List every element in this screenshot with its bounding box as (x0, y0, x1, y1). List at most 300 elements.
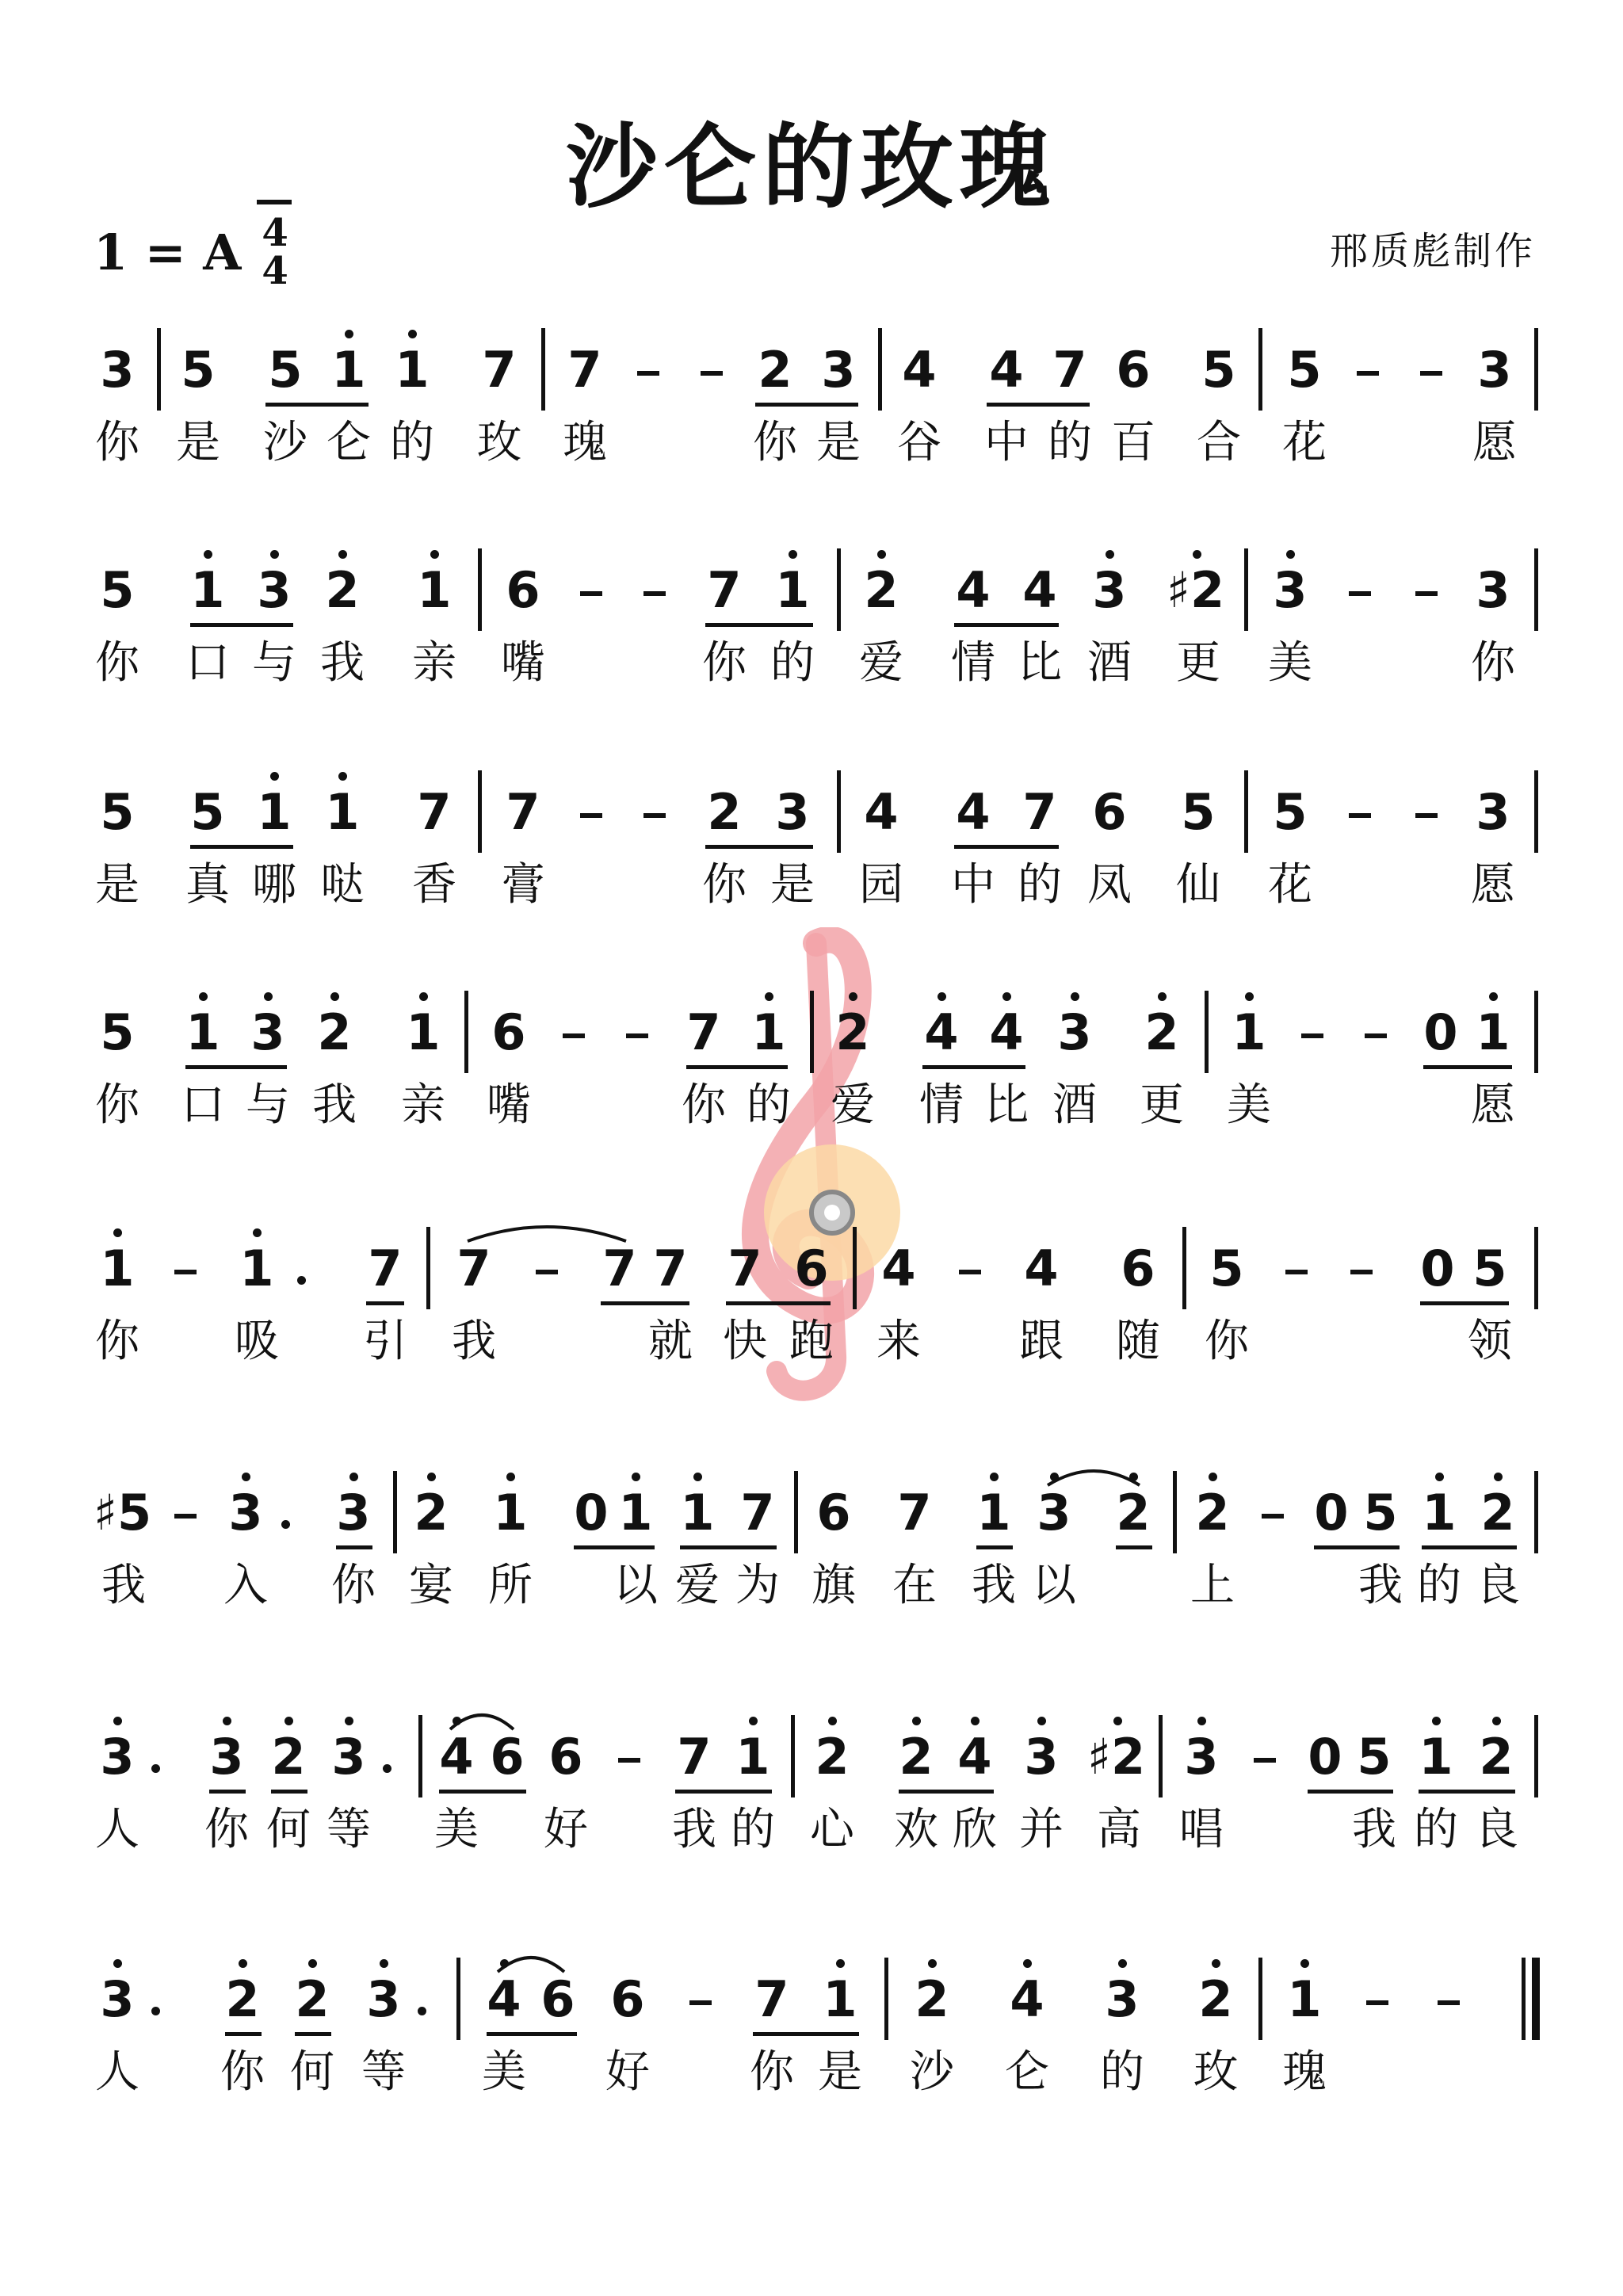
eighth-underline (574, 1545, 655, 1549)
note: 6 (610, 1970, 645, 2028)
note: 1 (487, 1485, 534, 1541)
high-octave-dot (253, 1228, 262, 1237)
eighth-underline (753, 2032, 859, 2036)
lyric-syllable: 美 (1268, 637, 1312, 689)
page-title: 沙仑的玫瑰 (566, 113, 1057, 221)
high-octave-dot (380, 1959, 388, 1968)
barline (884, 1958, 888, 2040)
sustain-dash (1415, 813, 1438, 818)
high-octave-dot (877, 550, 886, 559)
sustain-dash (626, 1033, 648, 1038)
note: 2 (1192, 1972, 1239, 2027)
high-octave-dot (419, 992, 428, 1001)
lyric-syllable: 我 (320, 637, 365, 689)
lyric-syllable: 谷 (897, 417, 941, 468)
note: 2 (808, 1729, 856, 1785)
note: 7 (653, 1240, 688, 1297)
lyric-syllable: 玫 (477, 417, 521, 468)
lyric-syllable: 良 (1476, 1560, 1520, 1611)
note: 7 (754, 1970, 789, 2028)
time-top: 4 (262, 211, 288, 255)
eighth-underline (190, 845, 293, 849)
augmentation-dot (297, 1276, 306, 1285)
lyric-syllable: 瑰 (563, 417, 607, 468)
note: 1 (1225, 1005, 1273, 1060)
note: 4 (881, 1240, 916, 1297)
score-line (0, 1005, 1623, 1163)
note: 4 (989, 341, 1024, 399)
final-barline (1532, 1958, 1540, 2040)
note: 1 (184, 563, 231, 618)
high-octave-dot (345, 330, 353, 338)
note: 1 (233, 1241, 281, 1297)
note: 6 (506, 561, 540, 619)
eighth-underline (190, 623, 293, 627)
barline (464, 991, 468, 1073)
augmentation-dot (418, 2007, 426, 2015)
lyric-syllable: 的 (1414, 1804, 1458, 1855)
sustain-dash (1365, 1033, 1387, 1038)
note: 7 (602, 1240, 637, 1297)
barline (418, 1715, 422, 1797)
high-octave-dot (223, 1717, 231, 1725)
sustain-dash (1349, 591, 1371, 596)
high-octave-dot (1432, 1717, 1441, 1725)
lyric-syllable: 何 (266, 1804, 311, 1855)
lyric-syllable: 你 (1471, 637, 1515, 689)
lyric-syllable: 你 (95, 417, 139, 468)
note: ♯5 (94, 1484, 152, 1541)
high-octave-dot (349, 1473, 358, 1481)
lyric-syllable: 嘴 (487, 1079, 531, 1131)
barline (878, 328, 882, 411)
note: 2 (407, 1485, 455, 1541)
lyric-syllable: 沙 (910, 2046, 954, 2098)
lyric-syllable: 欢 (894, 1804, 938, 1855)
note: 2 (1474, 1485, 1522, 1541)
lyric-syllable: 等 (361, 2046, 406, 2098)
note: 5 (100, 1003, 135, 1061)
note: 1 (1412, 1729, 1460, 1785)
note: 1 (970, 1485, 1018, 1541)
lyric-syllable: 是 (95, 859, 139, 911)
time-bottom: 4 (262, 249, 288, 293)
eighth-underline (1308, 1790, 1393, 1794)
sustain-dash (637, 371, 659, 376)
high-octave-dot (1492, 1717, 1501, 1725)
eighth-underline (271, 1790, 307, 1794)
note: 4 (951, 1729, 999, 1785)
lyric-syllable: 园 (859, 859, 903, 911)
high-octave-dot (1118, 1959, 1127, 1968)
lyric-syllable: 哒 (320, 859, 365, 911)
score-line (0, 785, 1623, 943)
sustain-dash (1420, 371, 1442, 376)
lyric-syllable: 我 (101, 1560, 146, 1611)
lyric-syllable: 中 (951, 859, 995, 911)
sustain-dash (563, 1033, 585, 1038)
eighth-underline (1423, 1065, 1512, 1069)
high-octave-dot (308, 1959, 317, 1968)
barline (1534, 991, 1538, 1073)
lyric-syllable: 领 (1468, 1316, 1512, 1367)
lyric-syllable: 吸 (235, 1316, 279, 1367)
high-octave-dot (330, 992, 339, 1001)
eighth-underline (295, 2032, 331, 2036)
note: 2 (1138, 1005, 1186, 1060)
note: 0 (574, 1484, 609, 1541)
note: 4 (956, 561, 991, 619)
lyric-syllable: 是 (770, 859, 815, 911)
eighth-underline (1422, 1545, 1517, 1549)
note: 7 (740, 1484, 775, 1541)
note: 1 (1469, 1005, 1517, 1060)
note: 1 (179, 1005, 227, 1060)
lyric-syllable: 比 (984, 1079, 1029, 1131)
sustain-dash (618, 1758, 640, 1763)
lyric-syllable: 的 (390, 417, 434, 468)
high-octave-dot (789, 550, 797, 559)
note: 1 (745, 1005, 792, 1060)
lyric-syllable: 凤 (1087, 859, 1132, 911)
note: 0 (1420, 1240, 1455, 1297)
lyric-syllable: 膏 (501, 859, 545, 911)
lyric-syllable: 入 (223, 1560, 268, 1611)
lyric-syllable: 在 (892, 1560, 937, 1611)
lyric-syllable: 的 (731, 1804, 775, 1855)
note: 6 (1092, 783, 1127, 841)
note: ♯2 (1087, 1729, 1135, 1785)
lyric-syllable: 欣 (953, 1804, 997, 1855)
lyric-syllable: 心 (810, 1804, 854, 1855)
lyric-syllable: 你 (750, 2046, 794, 2098)
high-octave-dot (1245, 992, 1254, 1001)
lyric-syllable: 以 (1032, 1560, 1076, 1611)
lyric-syllable: 你 (95, 1316, 139, 1367)
lyric-syllable: 真 (185, 859, 230, 911)
high-octave-dot (113, 1717, 122, 1725)
barline (791, 1715, 795, 1797)
lyric-syllable: 你 (702, 859, 747, 911)
eighth-underline (686, 1065, 788, 1069)
key-label: 1 = A (94, 223, 242, 281)
note: 4 (918, 1005, 965, 1060)
note: 4 (956, 783, 991, 841)
lyric-syllable: 中 (984, 417, 1029, 468)
lyric-syllable: 以 (613, 1560, 658, 1611)
note: 2 (908, 1972, 956, 2027)
note: 2 (758, 341, 792, 399)
barline (1534, 328, 1538, 411)
note: 5 (181, 341, 216, 399)
high-octave-dot (408, 330, 417, 338)
eighth-underline (922, 1065, 1025, 1069)
lyric-syllable: 并 (1019, 1804, 1064, 1855)
slur-tie (449, 1707, 515, 1731)
sustain-dash (1438, 2000, 1460, 2005)
high-octave-dot (1489, 992, 1498, 1001)
high-octave-dot (285, 1717, 293, 1725)
note: 1 (94, 1241, 141, 1297)
lyric-syllable: 所 (488, 1560, 533, 1611)
lyric-syllable: 花 (1268, 859, 1312, 911)
lyric-syllable: 高 (1097, 1804, 1141, 1855)
lyric-syllable: 口 (185, 637, 230, 689)
note: 3 (94, 1729, 141, 1785)
lyric-syllable: 你 (753, 417, 797, 468)
note: 1 (612, 1485, 659, 1541)
lyric-syllable: 我 (312, 1079, 357, 1131)
high-octave-dot (1300, 1959, 1309, 1968)
eighth-underline (225, 2032, 262, 2036)
lyric-syllable: 爱 (831, 1079, 875, 1131)
note: 5 (1201, 341, 1236, 399)
note: 1 (411, 563, 458, 618)
high-octave-dot (765, 992, 773, 1001)
note: 5 (1209, 1240, 1244, 1297)
high-octave-dot (912, 1717, 921, 1725)
note: 7 (417, 783, 452, 841)
lyric-syllable: 跑 (789, 1316, 834, 1367)
barline (426, 1227, 430, 1309)
note: 3 (821, 341, 856, 399)
eighth-underline (1420, 1301, 1509, 1305)
lyric-syllable: 口 (181, 1079, 225, 1131)
final-barline (1522, 1958, 1526, 2040)
eighth-underline (265, 403, 369, 407)
lyric-syllable: 你 (331, 1560, 376, 1611)
lyric-syllable: 瑰 (1282, 2046, 1327, 2098)
eighth-underline (209, 1790, 246, 1794)
note: 2 (829, 1005, 876, 1060)
lyric-syllable: 美 (434, 1804, 479, 1855)
lyric-syllable: 哪 (252, 859, 296, 911)
note: 2 (1189, 1485, 1236, 1541)
note: 2 (219, 1972, 266, 2027)
eighth-underline (680, 1545, 777, 1549)
note: 2 (707, 783, 742, 841)
eighth-underline (185, 1065, 287, 1069)
note: 7 (727, 1240, 762, 1297)
eighth-underline (675, 1790, 772, 1794)
note: 6 (540, 1970, 575, 2028)
high-octave-dot (1023, 1959, 1032, 1968)
lyric-syllable: 跟 (1019, 1316, 1064, 1367)
key-signature (94, 211, 288, 293)
note: 1 (769, 563, 816, 618)
lyric-syllable: 你 (220, 2046, 265, 2098)
note: 5 (1363, 1484, 1398, 1541)
high-octave-dot (345, 1717, 353, 1725)
high-octave-dot (1002, 992, 1011, 1001)
lyric-syllable: 你 (682, 1079, 726, 1131)
sustain-dash (174, 1270, 197, 1274)
lyric-syllable: 等 (327, 1804, 371, 1855)
note: 7 (1052, 341, 1087, 399)
score-line (0, 342, 1623, 501)
note: 3 (203, 1729, 250, 1785)
barline (1182, 1227, 1186, 1309)
high-octave-dot (113, 1228, 122, 1237)
note: 1 (1415, 1485, 1463, 1541)
note: 5 (100, 561, 135, 619)
note: 2 (319, 563, 366, 618)
note: 3 (1476, 561, 1510, 619)
sustain-dash (1366, 2000, 1388, 2005)
note: 1 (319, 785, 366, 840)
augmentation-dot (151, 1764, 160, 1773)
lyric-syllable: 比 (1018, 637, 1062, 689)
barline (1534, 1471, 1538, 1553)
eighth-underline (1419, 1790, 1515, 1794)
note: 4 (902, 341, 937, 399)
note: 7 (456, 1240, 491, 1297)
lyric-syllable: 酒 (1087, 637, 1132, 689)
lyric-syllable: 你 (95, 1079, 139, 1131)
lyric-syllable: 香 (412, 859, 456, 911)
note: 2 (311, 1005, 358, 1060)
note: 5 (190, 783, 225, 841)
note: 4 (480, 1972, 528, 2027)
barline (1258, 1958, 1262, 2040)
eighth-underline (366, 1301, 404, 1305)
note: 3 (1018, 1729, 1065, 1785)
barline (1244, 548, 1248, 631)
sustain-dash (1301, 1033, 1323, 1038)
note: 3 (1477, 341, 1512, 399)
score-line (0, 1972, 1623, 2130)
note: 2 (265, 1729, 312, 1785)
lyric-syllable: 愿 (1471, 859, 1515, 911)
sustain-dash (580, 813, 602, 818)
note: 1 (399, 1005, 447, 1060)
lyric-syllable: 情 (951, 637, 995, 689)
note: 3 (222, 1485, 269, 1541)
lyric-syllable: 的 (747, 1079, 791, 1131)
high-octave-dot (1212, 1959, 1220, 1968)
high-octave-dot (427, 1473, 436, 1481)
lyric-syllable: 来 (876, 1316, 921, 1367)
lyric-syllable: 亲 (412, 637, 456, 689)
lyric-syllable: 我 (672, 1804, 716, 1855)
note: 1 (250, 785, 298, 840)
high-octave-dot (1106, 550, 1114, 559)
high-octave-dot (264, 992, 273, 1001)
high-octave-dot (1071, 992, 1079, 1001)
eighth-underline (601, 1301, 689, 1305)
barline (1534, 1227, 1538, 1309)
high-octave-dot (849, 992, 857, 1001)
note: 1 (674, 1485, 721, 1541)
note: 3 (1476, 783, 1510, 841)
lyric-syllable: 嘴 (501, 637, 545, 689)
sustain-dash (1415, 591, 1438, 596)
lyric-syllable: 就 (648, 1316, 693, 1367)
note: 0 (1423, 1003, 1458, 1061)
time-signature (262, 211, 288, 293)
lyric-syllable: 良 (1474, 1804, 1518, 1855)
augmentation-dot (383, 1764, 391, 1773)
high-octave-dot (338, 772, 347, 781)
eighth-underline (705, 623, 813, 627)
note: 2 (857, 563, 905, 618)
lyric-syllable: 你 (702, 637, 747, 689)
lyric-syllable: 引 (363, 1316, 407, 1367)
note: 1 (388, 342, 436, 398)
lyric-syllable: 为 (735, 1560, 780, 1611)
lyric-syllable: 你 (204, 1804, 249, 1855)
lyric-syllable: 上 (1190, 1560, 1235, 1611)
note: 1 (729, 1729, 777, 1785)
lyric-syllable: 爱 (859, 637, 903, 689)
sustain-dash (174, 1514, 197, 1519)
note: 2 (288, 1972, 336, 2027)
lyric-syllable: 我 (452, 1316, 496, 1367)
high-octave-dot (971, 1717, 980, 1725)
lyric-syllable: 人 (95, 1804, 139, 1855)
high-octave-dot (1209, 1473, 1217, 1481)
note: 4 (433, 1729, 480, 1785)
note: 6 (1116, 341, 1151, 399)
note: 4 (1024, 1240, 1059, 1297)
lyric-syllable: 与 (246, 1079, 290, 1131)
high-octave-dot (1113, 1717, 1122, 1725)
note: 7 (1022, 783, 1057, 841)
score-line (0, 1241, 1623, 1400)
note: 5 (1287, 341, 1322, 399)
lyric-syllable: 亲 (401, 1079, 445, 1131)
note: 7 (368, 1240, 403, 1297)
eighth-underline (954, 623, 1059, 627)
barline (1534, 548, 1538, 631)
score-line (0, 1485, 1623, 1644)
sustain-dash (1285, 1270, 1308, 1274)
eighth-underline (336, 1545, 372, 1549)
lyric-syllable: 好 (544, 1804, 588, 1855)
eighth-underline (899, 1790, 994, 1794)
eighth-underline (487, 2032, 577, 2036)
lyric-syllable: 百 (1111, 417, 1155, 468)
lyric-syllable: 沙 (263, 417, 307, 468)
note: 2 (1109, 1485, 1157, 1541)
lyric-syllable: 仙 (1176, 859, 1220, 911)
barline (837, 770, 841, 853)
lyric-syllable: 的 (1417, 1560, 1461, 1611)
note: 3 (1086, 563, 1133, 618)
barline (456, 1958, 460, 2040)
lyric-syllable: 合 (1197, 417, 1241, 468)
note: 4 (1003, 1972, 1051, 2027)
barline (393, 1471, 397, 1553)
lyric-syllable: 是 (818, 2046, 862, 2098)
note: 6 (1121, 1240, 1155, 1297)
eighth-underline (1116, 1545, 1152, 1549)
high-octave-dot (242, 1473, 250, 1481)
lyric-syllable: 更 (1140, 1079, 1184, 1131)
note: 7 (567, 341, 602, 399)
sustain-dash (643, 591, 666, 596)
lyric-syllable: 愿 (1471, 1079, 1515, 1131)
high-octave-dot (1435, 1473, 1444, 1481)
eighth-underline (439, 1790, 526, 1794)
note: 4 (864, 783, 899, 841)
note: 7 (677, 1728, 712, 1786)
lyric-syllable: 愿 (1472, 417, 1517, 468)
eighth-underline (705, 845, 813, 849)
sustain-dash (580, 591, 602, 596)
eighth-underline (987, 403, 1090, 407)
sustain-dash (1262, 1514, 1284, 1519)
